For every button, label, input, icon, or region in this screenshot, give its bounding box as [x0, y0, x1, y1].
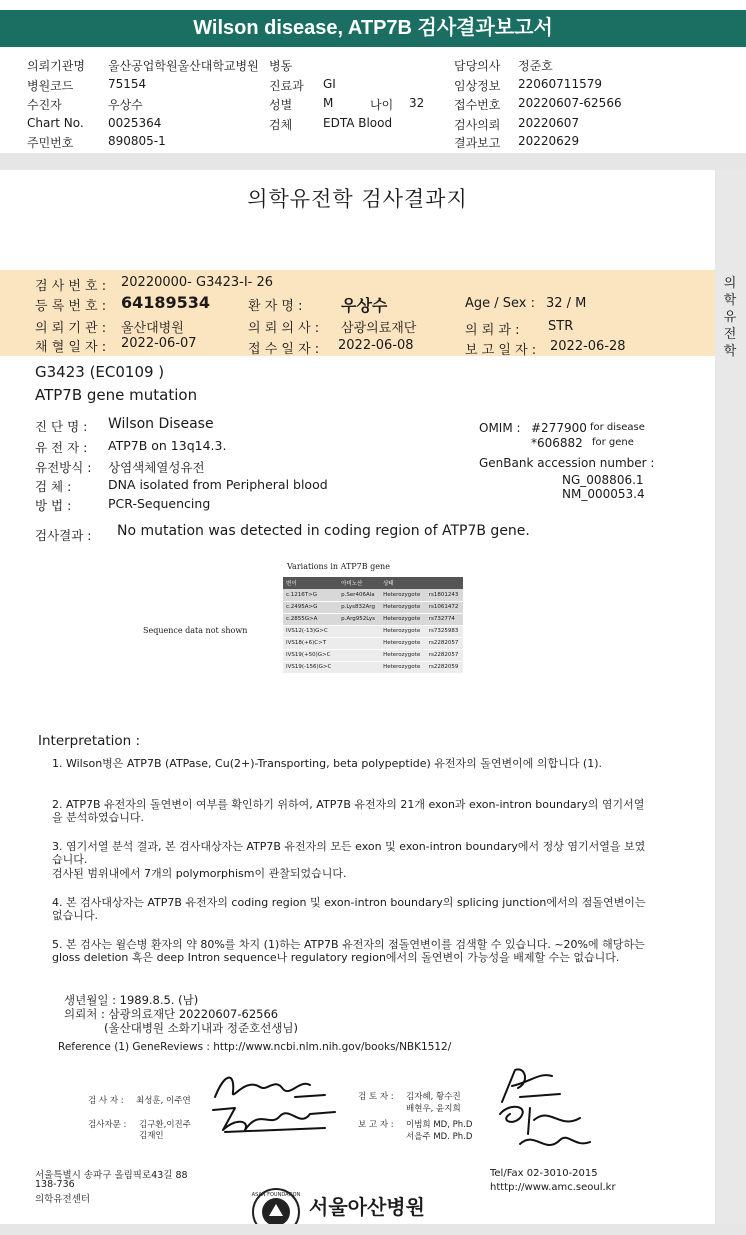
address-line2: 138-736	[35, 1179, 75, 1190]
address-line3: 의학유전센터	[35, 1194, 91, 1205]
variant-row	[283, 589, 463, 601]
diagnosis-value: Wilson Disease	[108, 416, 214, 432]
omim-disease: #277900	[531, 421, 587, 435]
tester-label: 검 사 자 :	[88, 1096, 124, 1106]
clinical-value: 22060711579	[518, 77, 602, 91]
patient-label: 환 자 명 :	[248, 299, 303, 314]
diagnosis-label: 진 단 명 :	[35, 419, 88, 434]
divider-bar	[0, 153, 746, 170]
interpretation-p4: 4. 본 검사대상자는 ATP7B 유전자의 coding region 및 exon-intron boundary의 splicing junction에서의 점돌연변이는 없습니다.	[52, 896, 646, 922]
interpretation-title: Interpretation :	[38, 733, 141, 749]
variant-cell: IVS19(+50)G>C	[283, 649, 338, 661]
variants-header-cell	[426, 577, 463, 589]
advisor-signature	[205, 1098, 345, 1138]
interpretation-p1: 1. Wilson병은 ATP7B (ATPase, Cu(2+)-Transporting, beta polypeptide) 유전자의 돌연변이에 의합니다 (1).	[52, 757, 602, 770]
age-sex-label: Age / Sex :	[465, 296, 536, 311]
req-inst-value: 울산대병원	[121, 321, 184, 336]
variant-cell: p.Ser406Ala	[338, 589, 380, 601]
req-doc-label: 의 뢰 의 사 :	[248, 321, 320, 336]
variants-header-cell: 상태	[380, 577, 426, 589]
sex-value: M	[323, 96, 334, 110]
specimen-value: EDTA Blood	[323, 116, 393, 130]
interpretation-p3a: 3. 염기서열 분석 결과, 본 검사대상자는 ATP7B 유전자의 모든 exon 및 exon-intron boundary에서 정상 염기서열을 보였습니다.	[52, 840, 646, 866]
age-sex-value: 32 / M	[546, 296, 587, 311]
variant-cell: Heterozygote	[380, 613, 426, 625]
requester-sub: (울산대병원 소화기내과 정준호선생님)	[104, 1021, 299, 1035]
variant-cell: rs1061472	[426, 601, 463, 613]
doctor-label: 담당의사	[454, 59, 501, 73]
test-no-value: 20220000- G3423-I- 26	[121, 275, 274, 290]
institution-value: 울산공업학원울산대학교병원	[108, 59, 259, 73]
tel-fax: Tel/Fax 02-3010-2015	[490, 1168, 598, 1179]
receipt-label: 접수번호	[454, 98, 501, 112]
specimen-detail-label: 검 체 :	[35, 479, 72, 494]
variant-cell: rs2282057	[426, 637, 463, 649]
result-value: No mutation was detected in coding region of ATP7B gene.	[117, 523, 530, 539]
gene-label: 유 전 자 :	[35, 440, 88, 455]
interpretation-p2: 2. ATP7B 유전자의 돌연변이 여부를 확인하기 위하여, ATP7B 유전자의 21개 exon과 exon-intron boundary의 염기서열을 분석하였습니다.	[52, 798, 645, 824]
omim-gene: *606882	[531, 436, 583, 450]
tester-value: 최성훈, 이주연	[136, 1096, 191, 1106]
reviewer-label: 검 토 자 :	[358, 1092, 394, 1102]
chart-label: Chart No.	[27, 116, 84, 130]
hospital-name: 서울아산병원	[309, 1195, 425, 1219]
report-title: 의학유전학 검사결과지	[247, 187, 468, 211]
recipient-label: 수진자	[27, 98, 62, 112]
website: htttp://www.amc.seoul.kr	[490, 1182, 616, 1193]
variant-cell	[338, 625, 380, 637]
requester-info: 의뢰처 : 삼광의료재단 20220607-62566	[64, 1007, 279, 1021]
report-value: 20220629	[518, 134, 580, 148]
variant-row	[283, 601, 463, 613]
report-date-label: 보 고 일 자 :	[465, 343, 537, 358]
chart-value: 0025364	[108, 116, 162, 130]
doctor-value: 정준호	[518, 59, 553, 73]
reviewer-value-2: 배현우, 윤지희	[406, 1104, 461, 1114]
variants-table	[283, 577, 463, 674]
dept-value: GI	[323, 77, 336, 91]
report-date-value: 2022-06-28	[550, 339, 626, 354]
variants-header-cell: 변이	[283, 577, 338, 589]
variant-cell: c.2855G>A	[283, 613, 338, 625]
req-inst-label: 의 뢰 기 관 :	[35, 321, 107, 336]
genbank-2: NM_000053.4	[562, 487, 645, 501]
specimen-label: 검체	[269, 118, 293, 132]
variant-row	[283, 649, 463, 661]
req-dept-value: STR	[548, 319, 574, 334]
gene-value: ATP7B on 13q14.3.	[108, 438, 227, 453]
age-label: 나이	[370, 98, 394, 112]
receipt-value: 20220607-62566	[518, 96, 622, 110]
hospital-code-label: 병원코드	[27, 79, 74, 93]
variant-cell: Heterozygote	[380, 625, 426, 637]
test-no-label: 검 사 번 호 :	[35, 279, 107, 294]
variant-cell: IVS18(+6)C>T	[283, 637, 338, 649]
interpretation-p5: 5. 본 검사는 윌슨병 환자의 약 80%를 차지 (1)하는 ATP7B 유전자의 점돌연변이를 검색할 수 있습니다. ~20%에 해당하는 gloss deletion 혹은 deep Intron sequence나 regulatory region에서의 돌연변이 가능성을 배제할 수는 없습니다.	[52, 938, 645, 964]
omim-disease-note: for disease	[590, 422, 645, 433]
variants-caption: Variations in ATP7B gene	[287, 562, 390, 571]
reference: Reference (1) GeneReviews : http://www.ncbi.nlm.nih.gov/books/NBK1512/	[58, 1041, 452, 1053]
reporter-value-1: 이범희 MD, Ph.D	[406, 1120, 473, 1130]
variant-row	[283, 613, 463, 625]
variant-cell: IVS19(-156)G>C	[283, 661, 338, 673]
variant-cell: Heterozygote	[380, 637, 426, 649]
reporter-value-2: 서을주 MD. Ph.D	[406, 1132, 473, 1142]
reviewer-value-1: 김자혜, 황수진	[406, 1092, 461, 1102]
address-line1: 서울특별시 송파구 올림픽로43길 88	[35, 1170, 188, 1181]
collect-label: 채 혈 일 자 :	[35, 340, 107, 355]
collect-value: 2022-06-07	[121, 336, 197, 351]
sequence-note: Sequence data not shown	[143, 626, 248, 635]
reporter-label: 보 고 자 :	[358, 1120, 394, 1130]
variant-cell: Heterozygote	[380, 661, 426, 673]
bottom-strip	[0, 1224, 746, 1235]
genbank-1: NG_008806.1	[562, 473, 644, 487]
dept-label: 진료과	[269, 79, 304, 93]
reporter-signature	[490, 1100, 600, 1160]
institution-label: 의뢰기관명	[27, 59, 85, 73]
receive-value: 2022-06-08	[338, 338, 414, 353]
inheritance-value: 상염색체열성유전	[108, 460, 205, 475]
result-label: 검사결과 :	[35, 528, 92, 543]
variant-cell: p.Arg952Lys	[338, 613, 380, 625]
variants-header-cell: 아미노산	[338, 577, 380, 589]
recipient-value: 우상수	[108, 98, 143, 112]
ward-label: 병동	[269, 59, 293, 73]
variant-cell: rs1801243	[426, 589, 463, 601]
variant-cell: rs2282057	[426, 649, 463, 661]
age-value: 32	[409, 96, 425, 110]
req-doc-value: 삼광의료재단	[341, 321, 417, 336]
omim-label: OMIM :	[479, 421, 521, 435]
receive-label: 접 수 일 자 :	[248, 342, 320, 357]
method-label: 방 법 :	[35, 498, 72, 513]
advisor-label: 검사자문 :	[88, 1120, 127, 1130]
variant-cell: Heterozygote	[380, 601, 426, 613]
variant-cell: Heterozygote	[380, 649, 426, 661]
variant-cell: c.1216T>G	[283, 589, 338, 601]
inheritance-label: 유전방식 :	[35, 460, 92, 475]
report-label: 결과보고	[454, 136, 501, 150]
variant-cell: IVS12(-13)G>C	[283, 625, 338, 637]
seal-text: ASAN FOUNDATION	[251, 1192, 301, 1198]
clinical-label: 임상정보	[454, 79, 501, 93]
variant-row	[283, 637, 463, 649]
variant-cell	[338, 637, 380, 649]
test-name: ATP7B gene mutation	[35, 386, 198, 404]
advisor-value-1: 김구환,이진주	[139, 1120, 191, 1130]
test-code: G3423 (EC0109 )	[35, 363, 165, 381]
reg-no-value: 64189534	[121, 293, 211, 312]
specimen-detail-value: DNA isolated from Peripheral blood	[108, 477, 328, 492]
variant-cell: rs732774	[426, 613, 463, 625]
variant-cell: p.Lys832Arg	[338, 601, 380, 613]
variant-cell: Heterozygote	[380, 589, 426, 601]
resident-value: 890805-1	[108, 134, 166, 148]
patient-value: 우상수	[341, 296, 388, 315]
variant-cell	[338, 649, 380, 661]
request-label: 검사의뢰	[454, 118, 501, 132]
variant-cell: rs2282059	[426, 661, 463, 673]
variant-row	[283, 625, 463, 637]
variant-cell: rs7325983	[426, 625, 463, 637]
request-value: 20220607	[518, 116, 580, 130]
variant-cell: c.2495A>G	[283, 601, 338, 613]
interpretation-p3b: 검사된 범위내에서 7개의 polymorphism이 관찰되었습니다.	[52, 867, 347, 880]
req-dept-label: 의 뢰 과 :	[465, 323, 520, 338]
hospital-code-value: 75154	[108, 77, 147, 91]
advisor-value-2: 김재인	[139, 1131, 164, 1141]
sex-label: 성별	[269, 98, 293, 112]
variant-row	[283, 661, 463, 673]
reg-no-label: 등 록 번 호 :	[35, 299, 107, 314]
vertical-label: 의학유전학	[723, 276, 737, 359]
resident-label: 주민번호	[27, 136, 74, 150]
omim-gene-note: for gene	[592, 437, 634, 448]
birth-info: 생년월일 : 1989.8.5. (남)	[64, 993, 199, 1007]
method-value: PCR-Sequencing	[108, 496, 211, 511]
report-banner-title: Wilson disease, ATP7B 검사결과보고서	[0, 10, 746, 47]
genbank-label: GenBank accession number :	[479, 456, 655, 470]
variant-cell	[338, 661, 380, 673]
